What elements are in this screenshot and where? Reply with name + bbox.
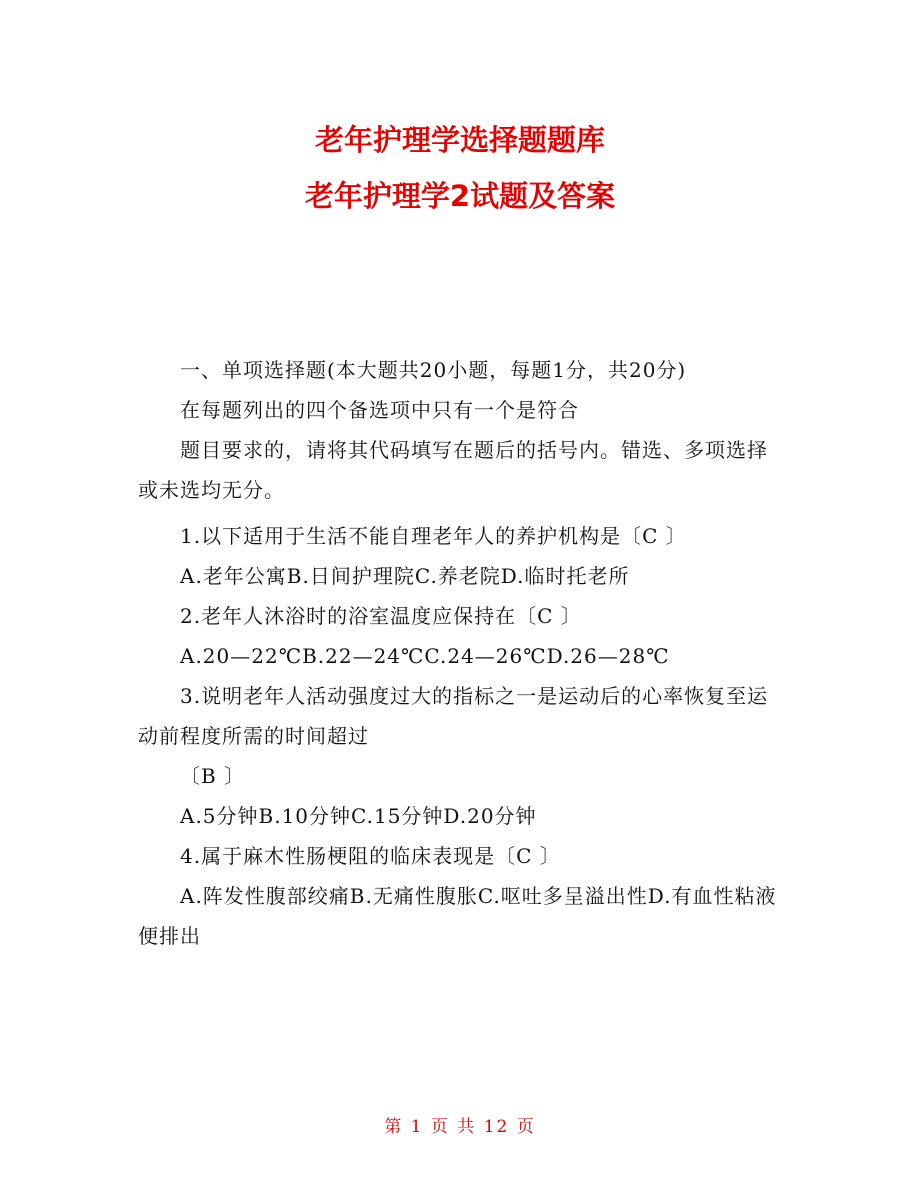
question-3: 3.说明老年人活动强度过大的指标之一是运动后的心率恢复至运动前程度所需的时间超过 <box>138 684 769 748</box>
title-line-1: 老年护理学选择题题库 <box>314 123 605 157</box>
document-title <box>0 112 920 224</box>
instruction-line-2: 题目要求的，请将其代码填写在题后的括号内。错选、多项选择或未选均无分。 <box>138 438 768 502</box>
question-1-options: A.老年公寓B.日间护理院C.养老院D.临时托老所 <box>180 564 630 588</box>
document-body <box>138 350 788 956</box>
question-4-options: A.阵发性腹部绞痛B.无痛性腹胀C.呕吐多呈溢出性D.有血性粘液便排出 <box>138 884 777 948</box>
question-2-options: A.20—22℃B.22—24℃C.24—26℃D.26—28℃ <box>180 644 670 668</box>
title-line-2: 老年护理学2试题及答案 <box>304 179 616 213</box>
question-3-options: A.5分钟B.10分钟C.15分钟D.20分钟 <box>180 804 537 828</box>
question-1: 1.以下适用于生活不能自理老年人的养护机构是〔C 〕 <box>180 524 687 548</box>
question-3-answer: 〔B 〕 <box>180 764 246 788</box>
instruction-line-1: 在每题列出的四个备选项中只有一个是符合 <box>180 398 579 422</box>
section-heading: 一、单项选择题(本大题共20小题，每题1分，共20分) <box>180 358 687 382</box>
question-2: 2.老年人沐浴时的浴室温度应保持在〔C 〕 <box>180 604 582 628</box>
page-number-footer: 第 1 页 共 12 页 <box>384 1117 536 1137</box>
question-4: 4.属于麻木性肠梗阻的临床表现是〔C 〕 <box>180 844 561 868</box>
